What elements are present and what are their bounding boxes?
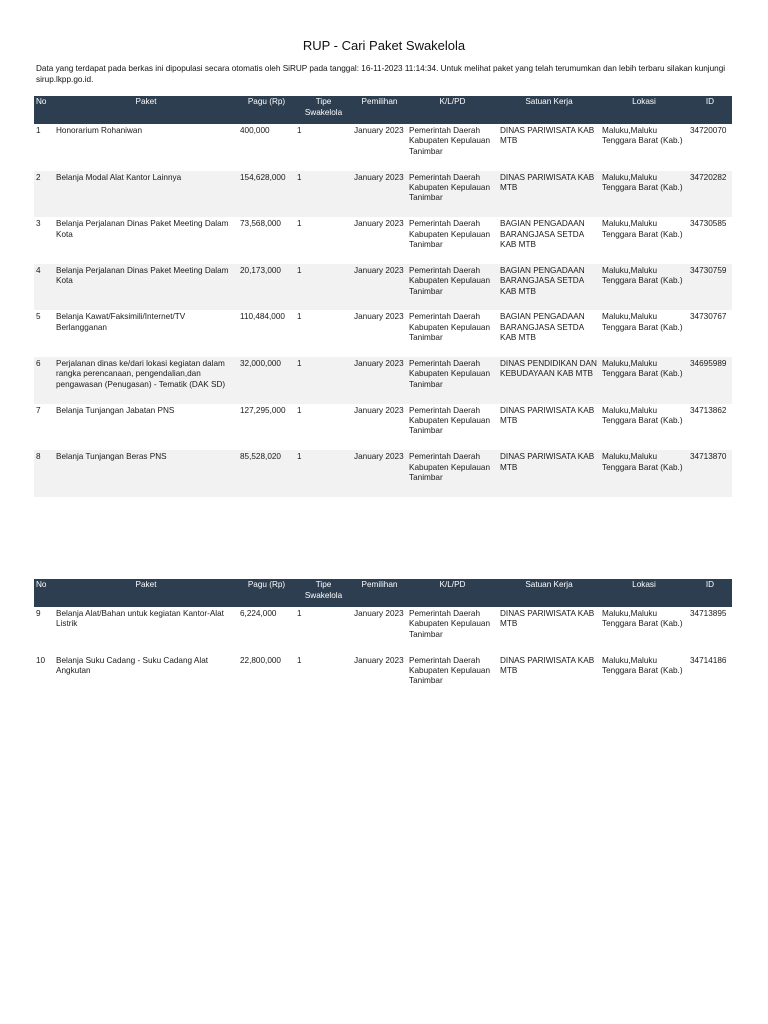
cell-pemilihan: January 2023 [354,265,404,275]
header-klpd: K/L/PD [439,97,466,106]
table-header-row [34,579,732,607]
cell-paket: Belanja Perjalanan Dinas Paket Meeting Dalam Kota [56,265,229,286]
cell-tipe: 1 [297,405,302,415]
cell-klpd: Pemerintah Daerah Kabupaten Kepulauan Tanimbar [409,172,491,203]
cell-klpd: Pemerintah Daerah Kabupaten Kepulauan Tanimbar [409,126,491,156]
cell-pagu: 127,295,000 [240,405,286,415]
cell-tipe: 1 [297,265,302,275]
header-lokasi: Lokasi [632,97,656,106]
header-no: No [36,580,47,589]
cell-satuan-kerja: DINAS PARIWISATA KAB MTB [500,172,595,192]
cell-lokasi: Maluku,Maluku Tenggara Barat (Kab.) [602,265,683,286]
cell-id: 34695989 [690,358,727,368]
cell-no: 3 [36,219,41,229]
cell-paket: Belanja Kawat/Faksimili/Internet/TV Berlangganan [56,312,186,332]
table-row [34,607,732,654]
table-row [34,264,732,311]
cell-no: 5 [36,312,41,322]
table-row [34,310,732,357]
cell-pemilihan: January 2023 [354,405,404,415]
header-satuan-kerja: Satuan Kerja [525,580,573,589]
cell-pagu: 6,224,000 [240,609,277,618]
cell-pagu: 22,800,000 [240,655,281,665]
cell-pemilihan: January 2023 [354,358,404,368]
cell-satuan-kerja: BAGIAN PENGADAAN BARANGJASA SETDA KAB MTB [500,219,585,249]
cell-lokasi: Maluku,Maluku Tenggara Barat (Kab.) [602,405,683,425]
cell-satuan-kerja: DINAS PARIWISATA KAB MTB [500,655,595,675]
cell-pemilihan: January 2023 [354,655,404,665]
cell-lokasi: Maluku,Maluku Tenggara Barat (Kab.) [602,312,683,332]
cell-tipe: 1 [297,172,302,182]
header-lokasi: Lokasi [632,580,656,589]
header-tipe-swakelola: Tipe Swakelola [304,580,343,600]
table-row [34,404,732,451]
cell-klpd: Pemerintah Daerah Kabupaten Kepulauan Tanimbar [409,655,491,686]
cell-paket: Belanja Perjalanan Dinas Paket Meeting Dalam Kota [56,219,229,239]
header-pemilihan: Pemilihan [361,97,398,106]
cell-no: 2 [36,172,41,182]
header-pagu: Pagu (Rp) [247,580,286,589]
cell-paket: Belanja Alat/Bahan untuk kegiatan Kantor-Alat Listrik [56,609,224,629]
cell-id: 34730759 [690,265,727,275]
cell-satuan-kerja: DINAS PARIWISATA KAB MTB [500,609,595,629]
cell-paket: Belanja Suku Cadang - Suku Cadang Alat Angkutan [56,655,209,675]
table-header-row [34,96,732,124]
cell-pemilihan: January 2023 [354,219,404,229]
cell-no: 10 [36,655,46,665]
cell-id: 34730767 [690,312,727,322]
cell-lokasi: Maluku,Maluku Tenggara Barat (Kab.) [602,609,683,629]
cell-paket: Belanja Tunjangan Beras PNS [56,452,167,462]
cell-lokasi: Maluku,Maluku Tenggara Barat (Kab.) [602,219,683,239]
cell-paket: Belanja Tunjangan Jabatan PNS [56,405,175,415]
cell-no: 9 [36,609,41,618]
cell-pagu: 154,628,000 [240,172,286,182]
table-row [34,450,732,497]
cell-tipe: 1 [297,655,302,665]
cell-pemilihan: January 2023 [354,172,404,182]
paket-table-page-1 [34,96,732,497]
cell-lokasi: Maluku,Maluku Tenggara Barat (Kab.) [602,655,683,675]
cell-paket: Belanja Modal Alat Kantor Lainnya [56,172,182,182]
cell-pagu: 110,484,000 [240,312,285,322]
header-klpd: K/L/PD [439,580,466,589]
cell-satuan-kerja: DINAS PENDIDIKAN DAN KEBUDAYAAN KAB MTB [500,358,597,379]
cell-pagu: 400,000 [240,126,270,135]
cell-klpd: Pemerintah Daerah Kabupaten Kepulauan Tanimbar [409,609,491,639]
page-title: RUP - Cari Paket Swakelola [302,38,466,53]
cell-klpd: Pemerintah Daerah Kabupaten Kepulauan Tanimbar [409,265,491,296]
cell-tipe: 1 [297,609,302,618]
table-row [34,357,732,404]
cell-satuan-kerja: DINAS PARIWISATA KAB MTB [500,405,595,425]
cell-tipe: 1 [297,358,302,368]
cell-id: 34730585 [690,219,727,229]
cell-tipe: 1 [297,219,302,229]
header-pemilihan: Pemilihan [361,580,398,589]
header-tipe-swakelola: Tipe Swakelola [304,97,343,117]
cell-id: 34713862 [690,405,727,415]
cell-no: 8 [36,452,41,462]
table-row [34,217,732,264]
header-satuan-kerja: Satuan Kerja [525,97,573,106]
header-pagu: Pagu (Rp) [247,97,286,106]
cell-pemilihan: January 2023 [354,312,404,322]
cell-pagu: 20,173,000 [240,265,281,275]
cell-tipe: 1 [297,452,302,462]
cell-no: 7 [36,405,41,415]
cell-tipe: 1 [297,312,302,322]
cell-lokasi: Maluku,Maluku Tenggara Barat (Kab.) [602,126,683,146]
cell-pemilihan: January 2023 [354,452,404,462]
header-paket: Paket [135,97,157,106]
header-no: No [36,97,47,106]
cell-klpd: Pemerintah Daerah Kabupaten Kepulauan Tanimbar [409,405,491,436]
cell-lokasi: Maluku,Maluku Tenggara Barat (Kab.) [602,172,683,192]
cell-lokasi: Maluku,Maluku Tenggara Barat (Kab.) [602,358,683,379]
cell-pagu: 73,568,000 [240,219,281,229]
cell-id: 34720070 [690,126,727,135]
cell-id: 34714186 [690,655,727,665]
cell-pagu: 85,528,020 [240,452,281,462]
header-id: ID [705,97,715,106]
cell-tipe: 1 [297,126,302,135]
paket-table-page-2 [34,579,732,700]
cell-id: 34713870 [690,452,727,462]
cell-satuan-kerja: DINAS PARIWISATA KAB MTB [500,452,595,472]
cell-id: 34713895 [690,609,727,618]
cell-klpd: Pemerintah Daerah Kabupaten Kepulauan Tanimbar [409,312,491,343]
header-paket: Paket [135,580,157,589]
cell-lokasi: Maluku,Maluku Tenggara Barat (Kab.) [602,452,683,472]
cell-no: 1 [36,126,41,135]
cell-pemilihan: January 2023 [354,609,404,618]
cell-no: 6 [36,358,41,368]
table-row [34,654,732,701]
cell-satuan-kerja: BAGIAN PENGADAAN BARANGJASA SETDA KAB MTB [500,265,585,296]
cell-id: 34720282 [690,172,727,182]
cell-klpd: Pemerintah Daerah Kabupaten Kepulauan Tanimbar [409,452,491,482]
cell-satuan-kerja: BAGIAN PENGADAAN BARANGJASA SETDA KAB MTB [500,312,585,343]
cell-pagu: 32,000,000 [240,358,281,368]
cell-klpd: Pemerintah Daerah Kabupaten Kepulauan Tanimbar [409,358,491,389]
cell-satuan-kerja: DINAS PARIWISATA KAB MTB [500,126,595,146]
table-row [34,171,732,218]
data-source-note: Data yang terdapat pada berkas ini dipopulasi secara otomatis oleh SiRUP pada tanggal: 16-11-2023 11:14:34. Untuk melihat paket yang telah terumumkan dan lebih terbaru silakan kunjungi sirup.lkpp.go.id. [36,64,726,84]
cell-pemilihan: January 2023 [354,126,404,135]
cell-no: 4 [36,265,41,275]
cell-klpd: Pemerintah Daerah Kabupaten Kepulauan Tanimbar [409,219,491,249]
header-id: ID [705,580,715,589]
table-row [34,124,732,171]
cell-paket: Honorarium Rohaniwan [56,126,143,135]
cell-paket: Perjalanan dinas ke/dari lokasi kegiatan dalam rangka perencanaan, pengendalian,dan pengawasan (Penugasan) - Tematik (DAK SD) [56,358,226,389]
